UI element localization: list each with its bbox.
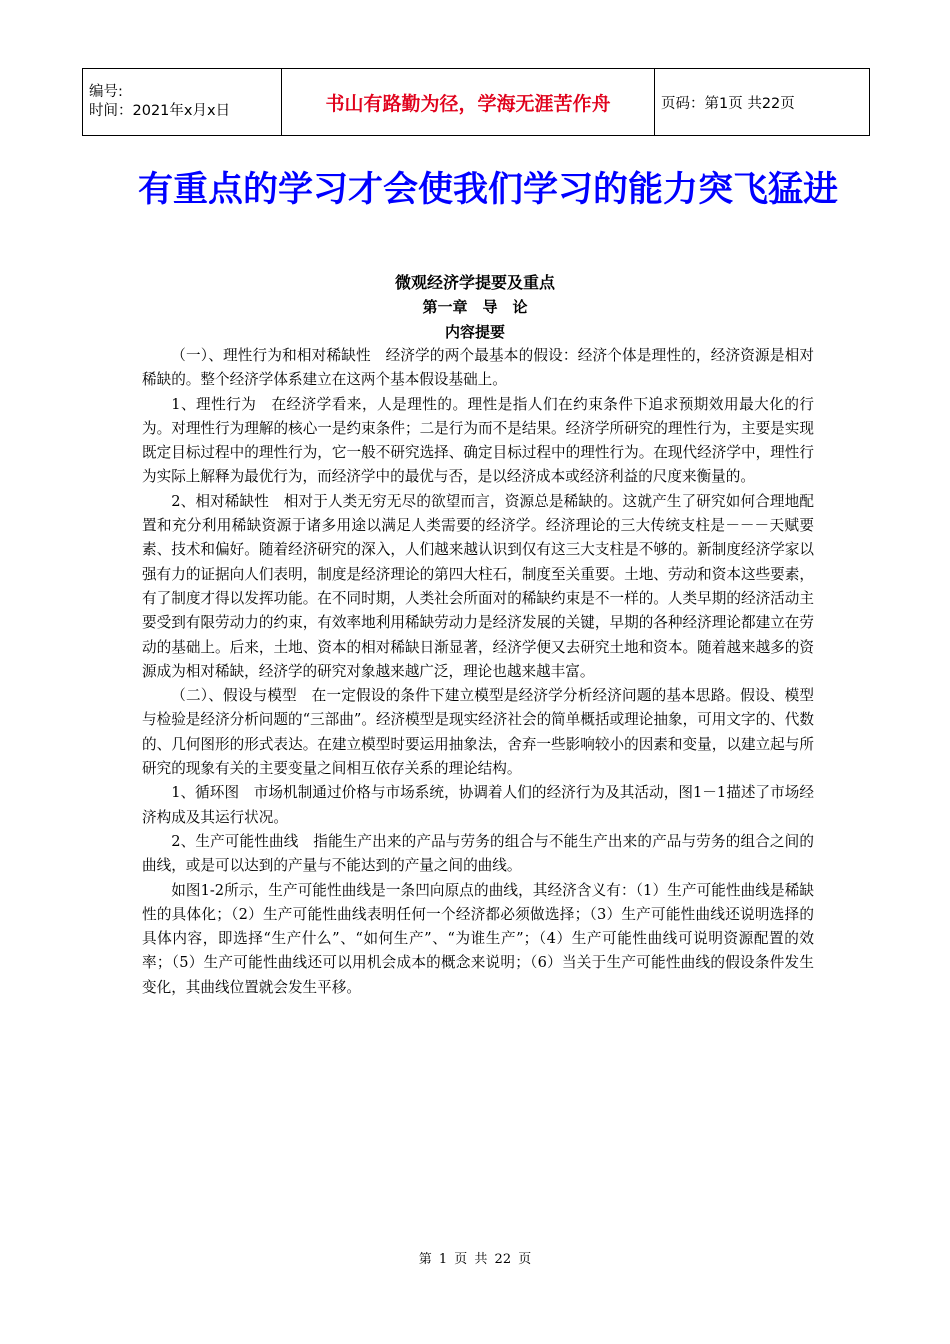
header-page-info: 页码：第1页 共22页 (655, 69, 870, 136)
document-subtitle: 微观经济学提要及重点 (394, 273, 555, 292)
body-paragraph: 如图1-2所示，生产可能性曲线是一条凹向原点的曲线，其经济含义有：（1）生产可能性曲线是稀缺性的具体化；（2）生产可能性曲线表明任何一个经济都必须做选择；（3）生产可能性曲线还说明选择的具体内容，即选择“生产什么”、“如何生产”、“为谁生产”；（4）生产可能性曲线可说明资源配置的效率；（5）生产可能性曲线还可以用机会成本的概念来说明；（6）当关于生产可能性曲线的假设条件发生变化，其曲线位置就会发生平移。 (142, 881, 814, 996)
body-paragraph: 2、相对稀缺性 相对于人类无穷无尽的欲望而言，资源总是稀缺的。这就产生了研究如何合理地配置和充分利用稀缺资源于诸多用途以满足人类需要的经济学。经济理论的三大传统支柱是－－－天赋要素、技术和偏好。随着经济研究的深入，人们越来越认识到仅有这三大支柱是不够的。新制度经济学家以强有力的证据向人们表明，制度是经济理论的第四大柱石，制度至关重要。土地、劳动和资本这些要素，有了制度才得以发挥功能。在不同时期，人类社会所面对的稀缺约束是不一样的。人类早期的经济活动主要受到有限劳动力的约束，有效率地利用稀缺劳动力是经济发展的关键，早期的各种经济理论都建立在劳动的基础上。后来，土地、资本的相对稀缺日渐显著，经济学便又去研究土地和资本。随着越来越多的资源成为相对稀缺，经济学的研究对象越来越广泛，理论也越来越丰富。 (142, 492, 814, 680)
chapter-heading: 第一章 导 论 (422, 298, 528, 316)
page-footer: 第 1 页 共 22 页 (418, 1252, 532, 1267)
body-paragraph: 1、循环图 市场机制通过价格与市场系统，协调着人们的经济行为及其活动，图1－1描述了市场经济构成及其运行状况。 (142, 784, 814, 826)
section-heading: 内容提要 (444, 323, 505, 341)
document-banner-title: 有重点的学习才会使我们学习的能力突飞猛进 (138, 170, 839, 210)
body-paragraph: 1、理性行为 在经济学看来，人是理性的。理性是指人们在约束条件下追求预期效用最大化的行为。对理性行为理解的核心一是约束条件；二是行为而不是结果。经济学所研究的理性行为，主要是实现既定目标过程中的理性行为，它一般不研究选择、确定目标过程中的理性行为。在现代经济学中，理性行为实际上解释为最优行为，而经济学中的最优与否，是以经济成本或经济利益的尺度来衡量的。 (142, 395, 814, 486)
header-motto: 书山有路勤为径，学海无涯苦作舟 (282, 69, 655, 136)
document-body (142, 344, 814, 1000)
body-paragraph: （一）、理性行为和相对稀缺性 经济学的两个最基本的假设：经济个体是理性的，经济资源是相对稀缺的。整个经济学体系建立在这两个基本假设基础上。 (142, 347, 814, 389)
document-number-label: 编号: (89, 84, 123, 100)
body-paragraph: （二）、假设与模型 在一定假设的条件下建立模型是经济学分析经济问题的基本思路。假设、模型与检验是经济分析问题的“三部曲”。经济模型是现实经济社会的简单概括或理论抽象，可用文字的、代数的、几何图形的形式表达。在建立模型时要运用抽象法，舍弃一些影响较小的因素和变量，以建立起与所研究的现象有关的主要变量之间相互依存关系的理论结构。 (142, 687, 814, 778)
header-meta-cell (83, 69, 282, 136)
document-time-label: 时间：2021年x月x日 (89, 103, 231, 119)
header-table (82, 68, 870, 136)
body-paragraph: 2、生产可能性曲线 指能生产出来的产品与劳务的组合与不能生产出来的产品与劳务的组合之间的曲线，或是可以达到的产量与不能达到的产量之间的曲线。 (142, 832, 814, 875)
